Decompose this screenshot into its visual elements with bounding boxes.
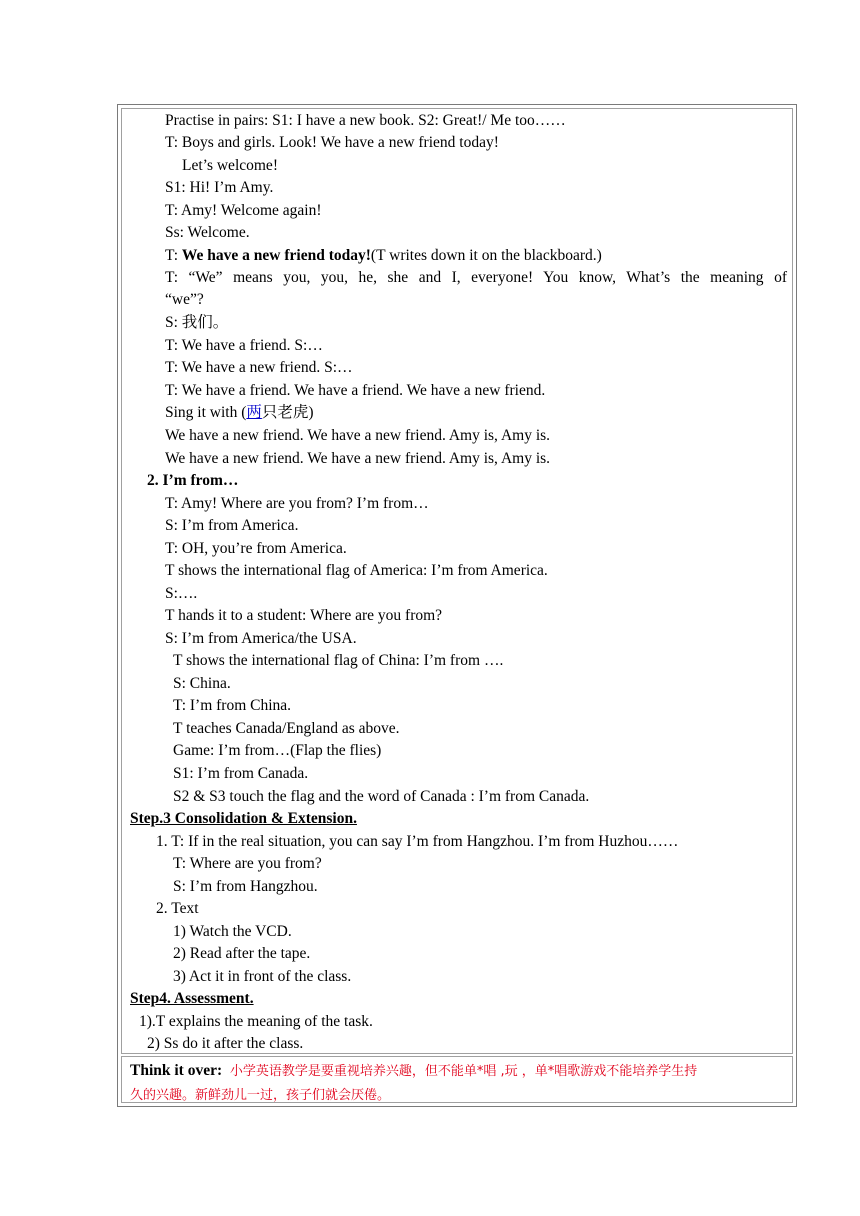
text-line: S: I’m from America/the USA. — [165, 630, 357, 647]
text-line: S1: I’m from Canada. — [173, 765, 309, 782]
text-line: T shows the international flag of China: I’m from …. — [173, 652, 504, 669]
text-line: “we”? — [165, 291, 204, 308]
text-line: 1) Watch the VCD. — [173, 923, 292, 940]
text-line: We have a new friend. We have a new friend. Amy is, Amy is. — [165, 450, 551, 467]
text-line: T: I’m from China. — [173, 697, 292, 714]
think-text-line2: 久的兴趣。新鲜劲儿一过，孩子们就会厌倦。 — [130, 1088, 391, 1103]
text-line: Ss: Welcome. — [165, 224, 250, 241]
text-prefix: Sing it with ( — [165, 404, 247, 421]
text-suffix: (T writes down it on the blackboard.) — [370, 247, 602, 264]
text-suffix: 只老虎) — [261, 404, 314, 421]
text-line: S: I’m from Hangzhou. — [173, 878, 318, 895]
text-line: T: Where are you from? — [173, 855, 322, 872]
text-line: Let’s welcome! — [182, 157, 278, 174]
section-heading: 2. I’m from… — [147, 472, 239, 489]
text-line: 2) Read after the tape. — [173, 945, 311, 962]
text-line: T: Boys and girls. Look! We have a new friend today! — [165, 134, 499, 151]
text-line: 2) Ss do it after the class. — [147, 1035, 304, 1052]
text-line: T: We have a friend. S:… — [165, 337, 323, 354]
step-heading: Step.3 Consolidation & Extension. — [130, 810, 357, 827]
text-line: 2. Text — [156, 900, 199, 917]
song-link[interactable]: 两 — [246, 404, 262, 421]
text-line: T shows the international flag of America: I’m from America. — [165, 562, 548, 579]
text-line: S:…. — [165, 585, 198, 602]
text-line: S2 & S3 touch the flag and the word of Canada : I’m from Canada. — [173, 788, 590, 805]
text-line: 1. T: If in the real situation, you can say I’m from Hangzhou. I’m from Huzhou…… — [156, 833, 679, 850]
text-line: T: OH, you’re from America. — [165, 540, 347, 557]
text-line: T: We have a friend. We have a friend. We have a new friend. — [165, 382, 546, 399]
think-label: Think it over: — [130, 1062, 223, 1079]
think-text-line1: 小学英语教学是要重视培养兴趣，但不能单*唱 ,玩 ，单*唱歌游戏不能培养学生持 — [229, 1064, 698, 1079]
text-line: 1).T explains the meaning of the task. — [139, 1013, 373, 1030]
text-line: S: 我们。 — [165, 314, 229, 331]
text-line — [165, 246, 602, 266]
text-line: Game: I’m from…(Flap the flies) — [173, 742, 382, 759]
text-line: S: China. — [173, 675, 231, 692]
text-line: S: I’m from America. — [165, 517, 299, 534]
text-line: T: Amy! Where are you from? I’m from… — [165, 495, 429, 512]
text-line: T: Amy! Welcome again! — [165, 202, 322, 219]
text-line: T: We have a new friend. S:… — [165, 359, 353, 376]
text-line: T teaches Canada/England as above. — [173, 720, 400, 737]
text-line: T hands it to a student: Where are you from? — [165, 607, 443, 624]
text-line: 3) Act it in front of the class. — [173, 968, 352, 985]
step-heading: Step4. Assessment. — [130, 990, 254, 1007]
text-line: Practise in pairs: S1: I have a new book. S2: Great!/ Me too…… — [165, 112, 566, 129]
text-prefix: T: — [165, 247, 182, 264]
text-line: We have a new friend. We have a new friend. Amy is, Amy is. — [165, 427, 551, 444]
bold-sentence: We have a new friend today! — [181, 247, 371, 264]
think-it-over — [130, 1061, 790, 1106]
text-line — [165, 403, 314, 423]
text-line: T: “We” means you, you, he, she and I, everyone! You know, What’s the meaning of — [165, 269, 787, 286]
text-line: S1: Hi! I’m Amy. — [165, 179, 274, 196]
